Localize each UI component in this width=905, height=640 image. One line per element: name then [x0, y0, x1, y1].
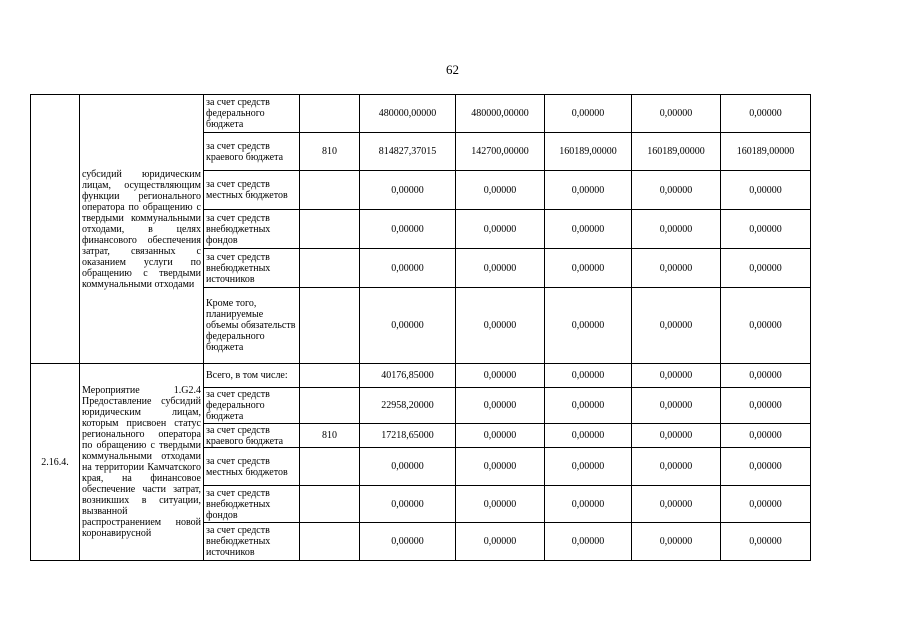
amount-cell: 22958,20000	[360, 388, 456, 424]
amount-cell: 0,00000	[456, 249, 545, 288]
amount-cell: 0,00000	[545, 249, 632, 288]
amount-cell: 0,00000	[721, 424, 811, 448]
amount-cell: 0,00000	[721, 486, 811, 523]
amount-cell: 480000,00000	[360, 95, 456, 133]
grbs-code	[300, 95, 360, 133]
amount-cell: 0,00000	[456, 288, 545, 364]
funding-source: за счет средств краевого бюджета	[204, 133, 300, 171]
amount-cell: 0,00000	[456, 424, 545, 448]
amount-cell: 0,00000	[545, 486, 632, 523]
amount-cell: 0,00000	[721, 95, 811, 133]
amount-cell: 0,00000	[721, 523, 811, 561]
amount-cell: 0,00000	[456, 523, 545, 561]
amount-cell: 0,00000	[545, 95, 632, 133]
grbs-code	[300, 249, 360, 288]
grbs-code	[300, 486, 360, 523]
amount-cell: 0,00000	[632, 523, 721, 561]
funding-source: за счет средств внебюджетных источников	[204, 249, 300, 288]
amount-cell: 0,00000	[360, 448, 456, 486]
amount-cell: 0,00000	[456, 448, 545, 486]
amount-cell: 0,00000	[545, 523, 632, 561]
funding-source: за счет средств местных бюджетов	[204, 171, 300, 210]
amount-cell: 0,00000	[721, 171, 811, 210]
funding-source: Кроме того, планируемые объемы обязательств федерального бюджета	[204, 288, 300, 364]
amount-cell: 0,00000	[456, 171, 545, 210]
amount-cell: 0,00000	[632, 364, 721, 388]
funding-source: за счет средств федерального бюджета	[204, 95, 300, 133]
amount-cell: 0,00000	[721, 288, 811, 364]
funding-source: за счет средств федерального бюджета	[204, 388, 300, 424]
grbs-code	[300, 171, 360, 210]
amount-cell: 0,00000	[456, 486, 545, 523]
amount-cell: 40176,85000	[360, 364, 456, 388]
grbs-code	[300, 210, 360, 249]
amount-cell: 0,00000	[721, 249, 811, 288]
activity-description: Мероприятие 1.G2.4 Предоставление субсидий юридическим лицам, которым присвоен статус регионального оператора по обращению с твердыми коммунальными отходами на территории Камчатского края, на финансовое обеспечение части затрат, возникших в ситуации, вызванной распространением новой коронавирусной	[80, 364, 204, 561]
amount-cell: 0,00000	[545, 448, 632, 486]
amount-cell: 0,00000	[545, 364, 632, 388]
grbs-code: 810	[300, 424, 360, 448]
amount-cell: 0,00000	[360, 288, 456, 364]
amount-cell: 0,00000	[632, 486, 721, 523]
amount-cell: 814827,37015	[360, 133, 456, 171]
amount-cell: 0,00000	[632, 388, 721, 424]
funding-source: Всего, в том числе:	[204, 364, 300, 388]
amount-cell: 0,00000	[721, 388, 811, 424]
amount-cell: 0,00000	[456, 388, 545, 424]
table-row	[31, 95, 811, 133]
amount-cell: 480000,00000	[456, 95, 545, 133]
table-row	[31, 364, 811, 388]
amount-cell: 0,00000	[721, 364, 811, 388]
amount-cell: 160189,00000	[721, 133, 811, 171]
grbs-code	[300, 448, 360, 486]
grbs-code	[300, 523, 360, 561]
amount-cell: 0,00000	[545, 424, 632, 448]
funding-source: за счет средств краевого бюджета	[204, 424, 300, 448]
amount-cell: 0,00000	[632, 424, 721, 448]
amount-cell: 0,00000	[456, 364, 545, 388]
amount-cell: 160189,00000	[545, 133, 632, 171]
grbs-code	[300, 288, 360, 364]
amount-cell: 0,00000	[545, 171, 632, 210]
amount-cell: 17218,65000	[360, 424, 456, 448]
amount-cell: 0,00000	[632, 448, 721, 486]
amount-cell: 0,00000	[360, 210, 456, 249]
row-number-cell: 2.16.4.	[31, 364, 80, 561]
amount-cell: 0,00000	[721, 210, 811, 249]
amount-cell: 0,00000	[632, 171, 721, 210]
funding-source: за счет средств внебюджетных фондов	[204, 486, 300, 523]
budget-table-body	[31, 95, 811, 561]
amount-cell: 0,00000	[545, 288, 632, 364]
amount-cell: 160189,00000	[632, 133, 721, 171]
budget-table	[30, 94, 811, 561]
amount-cell: 0,00000	[632, 249, 721, 288]
amount-cell: 0,00000	[360, 249, 456, 288]
amount-cell: 0,00000	[360, 171, 456, 210]
funding-source: за счет средств местных бюджетов	[204, 448, 300, 486]
grbs-code	[300, 388, 360, 424]
amount-cell: 0,00000	[721, 448, 811, 486]
amount-cell: 0,00000	[545, 388, 632, 424]
amount-cell: 142700,00000	[456, 133, 545, 171]
row-number-cell	[31, 95, 80, 364]
amount-cell: 0,00000	[632, 288, 721, 364]
amount-cell: 0,00000	[632, 210, 721, 249]
amount-cell: 0,00000	[360, 523, 456, 561]
page-number: 62	[446, 62, 459, 77]
grbs-code	[300, 364, 360, 388]
amount-cell: 0,00000	[360, 486, 456, 523]
funding-source: за счет средств внебюджетных фондов	[204, 210, 300, 249]
amount-cell: 0,00000	[456, 210, 545, 249]
activity-description: субсидий юридическим лицам, осуществляющим функции регионального оператора по обращению с твердыми коммунальными отходами, в целях финансового обеспечения затрат, связанных с оказанием услуги по обращению с твердыми коммунальными отходами	[80, 95, 204, 364]
funding-source: за счет средств внебюджетных источников	[204, 523, 300, 561]
grbs-code: 810	[300, 133, 360, 171]
amount-cell: 0,00000	[632, 95, 721, 133]
amount-cell: 0,00000	[545, 210, 632, 249]
